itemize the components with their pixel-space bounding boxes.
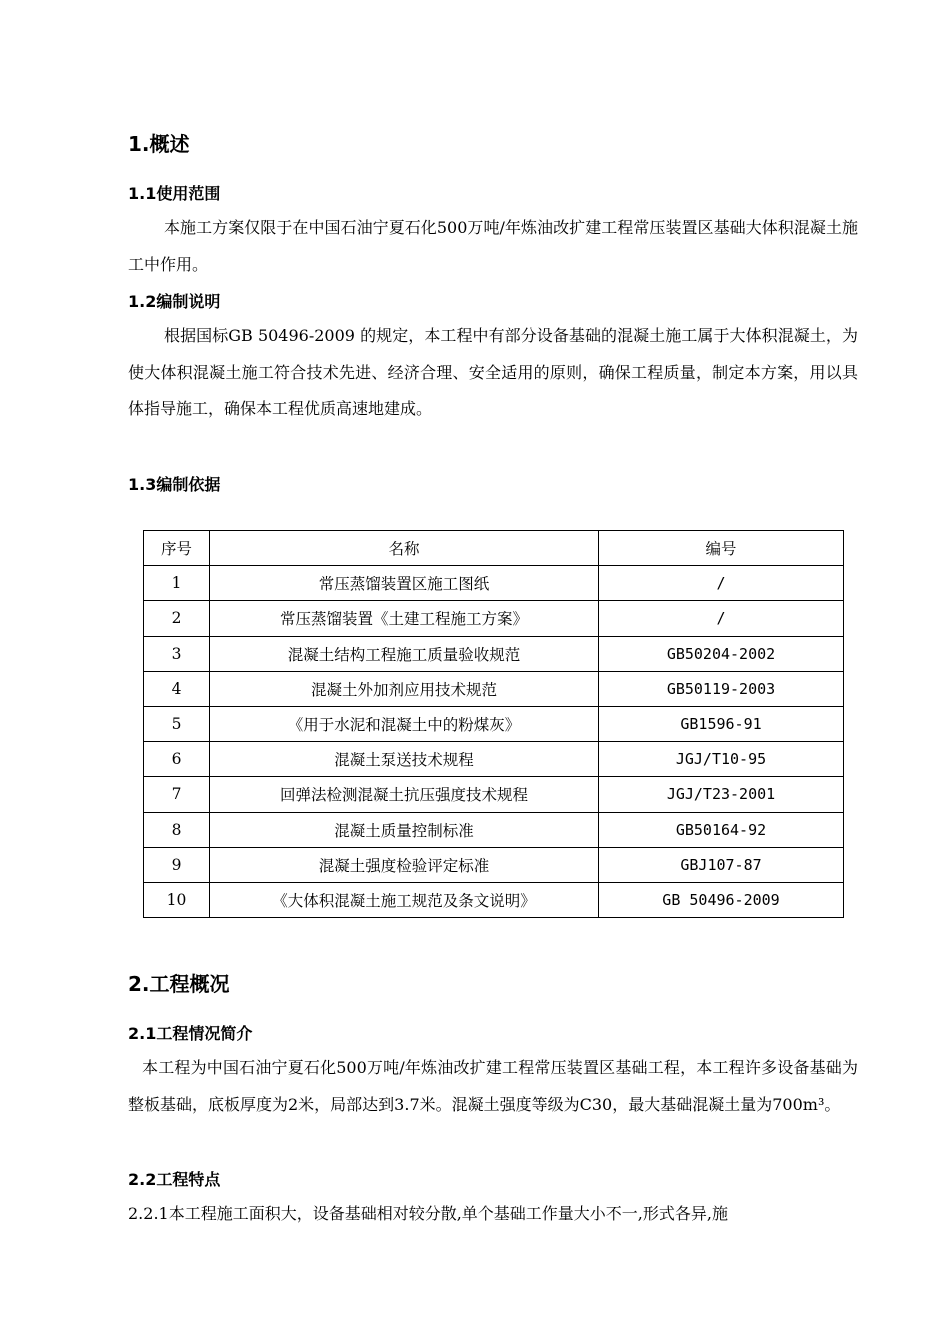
table-cell-code: GB50119-2003 bbox=[599, 671, 844, 706]
table-row bbox=[144, 742, 844, 777]
table-row bbox=[144, 882, 844, 917]
table-row bbox=[144, 671, 844, 706]
table-cell-code: GB50204-2002 bbox=[599, 636, 844, 671]
table-cell-index: 1 bbox=[144, 566, 210, 601]
table-cell-name: 《用于水泥和混凝土中的粉煤灰》 bbox=[210, 706, 599, 741]
section-2-2-heading: 2.2工程特点 bbox=[128, 1170, 221, 1189]
table-header-cell: 序号 bbox=[144, 531, 210, 566]
table-cell-name: 常压蒸馏装置《土建工程施工方案》 bbox=[210, 601, 599, 636]
table-header-row bbox=[144, 531, 844, 566]
reference-standards-table bbox=[143, 530, 844, 918]
table-cell-code: / bbox=[599, 601, 844, 636]
section-1-2-heading: 1.2编制说明 bbox=[128, 292, 221, 311]
table-cell-index: 2 bbox=[144, 601, 210, 636]
table-cell-index: 8 bbox=[144, 812, 210, 847]
table-header-cell: 编号 bbox=[599, 531, 844, 566]
table-cell-index: 4 bbox=[144, 671, 210, 706]
table-cell-name: 混凝土质量控制标准 bbox=[210, 812, 599, 847]
section-2-heading: 2.工程概况 bbox=[128, 972, 230, 996]
table-cell-index: 6 bbox=[144, 742, 210, 777]
table-cell-code: JGJ/T10-95 bbox=[599, 742, 844, 777]
table-cell-index: 5 bbox=[144, 706, 210, 741]
table-cell-index: 3 bbox=[144, 636, 210, 671]
table-cell-name: 混凝土结构工程施工质量验收规范 bbox=[210, 636, 599, 671]
section-2-1-paragraph: 本工程为中国石油宁夏石化500万吨/年炼油改扩建工程常压装置区基础工程，本工程许多设备基础为整板基础，底板厚度为2米，局部达到3.7米。混凝土强度等级为C30，最大基础混凝土量为700m³。 bbox=[128, 1058, 858, 1114]
table-header-cell: 名称 bbox=[210, 531, 599, 566]
table-cell-code: GB 50496-2009 bbox=[599, 882, 844, 917]
table-cell-name: 《大体积混凝土施工规范及条文说明》 bbox=[210, 882, 599, 917]
table-cell-index: 10 bbox=[144, 882, 210, 917]
table-row bbox=[144, 812, 844, 847]
section-1-heading: 1.概述 bbox=[128, 132, 190, 156]
table-cell-code: JGJ/T23-2001 bbox=[599, 777, 844, 812]
table-row bbox=[144, 601, 844, 636]
table-cell-name: 常压蒸馏装置区施工图纸 bbox=[210, 566, 599, 601]
section-1-2-paragraph: 根据国标GB 50496-2009 的规定，本工程中有部分设备基础的混凝土施工属于大体积混凝土，为使大体积混凝土施工符合技术先进、经济合理、安全适用的原则，确保工程质量，制定本方案，用以具体指导施工，确保本工程优质高速地建成。 bbox=[128, 326, 858, 418]
table-cell-code: GB50164-92 bbox=[599, 812, 844, 847]
table-row bbox=[144, 847, 844, 882]
table-row bbox=[144, 566, 844, 601]
table-cell-code: / bbox=[599, 566, 844, 601]
table-cell-code: GBJ107-87 bbox=[599, 847, 844, 882]
table-cell-name: 混凝土外加剂应用技术规范 bbox=[210, 671, 599, 706]
table-row bbox=[144, 706, 844, 741]
table-cell-name: 回弹法检测混凝土抗压强度技术规程 bbox=[210, 777, 599, 812]
section-2-1-heading: 2.1工程情况简介 bbox=[128, 1024, 253, 1043]
table-cell-index: 9 bbox=[144, 847, 210, 882]
section-1-1-paragraph: 本施工方案仅限于在中国石油宁夏石化500万吨/年炼油改扩建工程常压装置区基础大体积混凝土施工中作用。 bbox=[128, 218, 858, 274]
table-cell-name: 混凝土泵送技术规程 bbox=[210, 742, 599, 777]
table-row bbox=[144, 636, 844, 671]
section-1-3-heading: 1.3编制依据 bbox=[128, 475, 221, 494]
table-row bbox=[144, 777, 844, 812]
table-cell-name: 混凝土强度检验评定标准 bbox=[210, 847, 599, 882]
section-1-1-heading: 1.1使用范围 bbox=[128, 184, 221, 203]
section-2-2-paragraph: 2.2.1本工程施工面积大，设备基础相对较分散,单个基础工作量大小不一,形式各异,施 bbox=[128, 1204, 728, 1223]
table-cell-code: GB1596-91 bbox=[599, 706, 844, 741]
table-cell-index: 7 bbox=[144, 777, 210, 812]
